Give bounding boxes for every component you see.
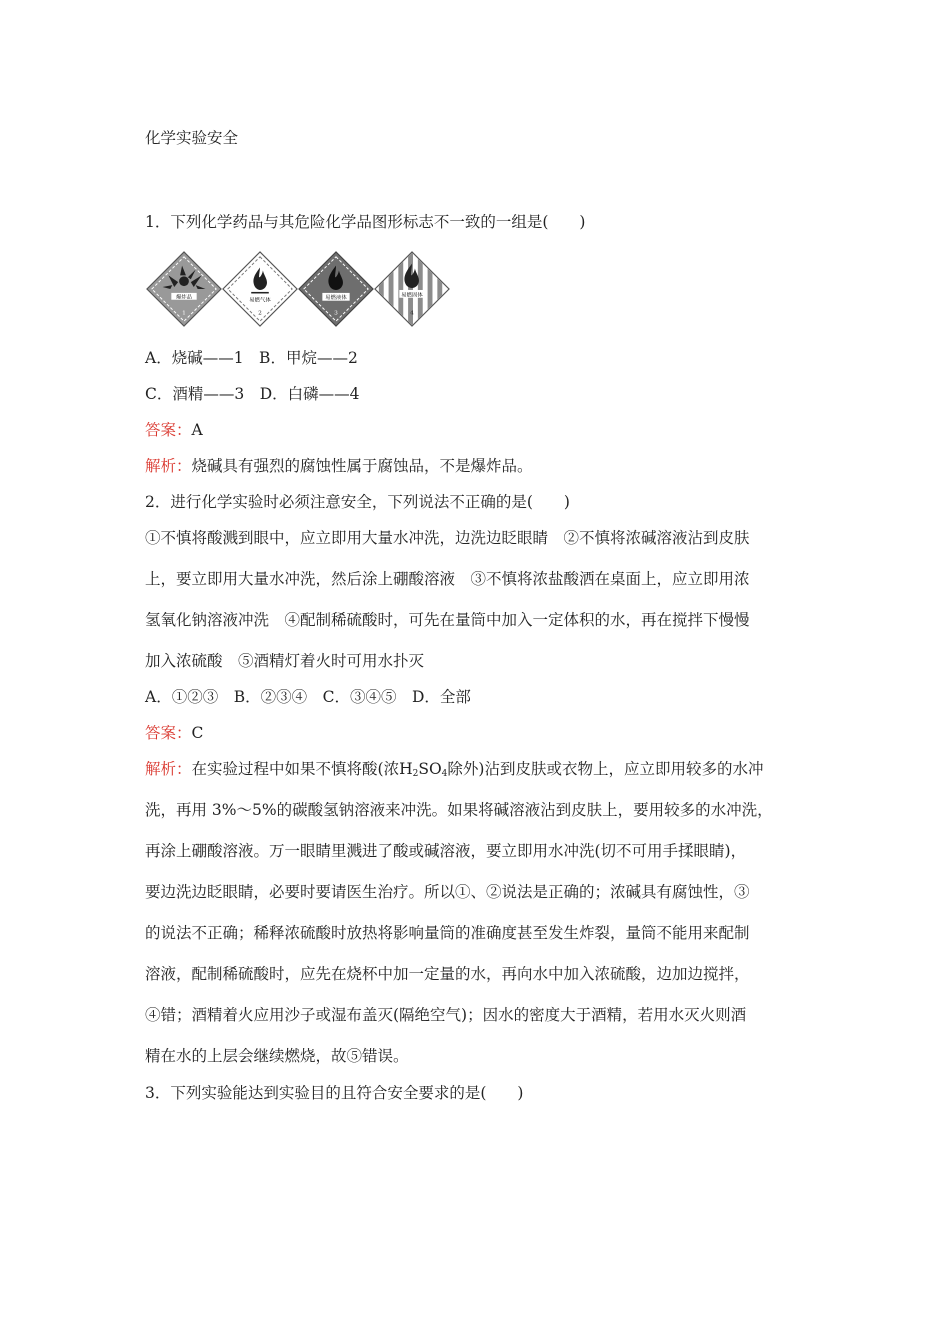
question-2-analysis-line: 要边洗边眨眼睛，必要时要请医生治疗。所以①、②说法是正确的；浓碱具有腐蚀性，③ [145, 883, 750, 901]
question-2-body-line: 上，要立即用大量水冲洗，然后涂上硼酸溶液 ③不慎将浓盐酸洒在桌面上，应立即用浓 [145, 570, 750, 588]
subscript: 2 [412, 769, 419, 779]
question-2-body-line: 加入浓硫酸 ⑤酒精灯着火时可用水扑灭 [145, 652, 425, 670]
sign-4-number: 4 [410, 310, 414, 317]
question-2-body-line: 氢氧化钠溶液冲洗 ④配制稀硫酸时，可先在量筒中加入一定体积的水，再在搅拌下慢慢 [145, 611, 750, 629]
sign-3-label: 易燃液体 [325, 295, 347, 302]
explosive-sign-icon [145, 250, 223, 328]
analysis-label: 解析： [145, 760, 192, 778]
analysis-text: 在实验过程中如果不慎将酸(浓H [191, 760, 413, 778]
analysis-text: 烧碱具有强烈的腐蚀性属于腐蚀品，不是爆炸品。 [191, 457, 533, 475]
question-1-stem: 1．下列化学药品与其危险化学品图形标志不一致的一组是( ) [145, 213, 586, 231]
sign-1-number: 1 [182, 310, 186, 317]
hazard-signs [145, 250, 435, 330]
question-1-options-ab: A．烧碱——1 B．甲烷——2 [145, 349, 358, 367]
question-2-analysis-line: 精在水的上层会继续燃烧，故⑤错误。 [145, 1047, 409, 1065]
sign-3-number: 3 [334, 310, 338, 317]
question-2-options: A．①②③ B．②③④ C．③④⑤ D．全部 [145, 688, 471, 706]
sign-1-label: 爆炸品 [175, 294, 193, 301]
question-2-answer [145, 723, 203, 743]
question-2-stem: 2．进行化学实验时必须注意安全，下列说法不正确的是( ) [145, 493, 570, 511]
question-2-body-line: ①不慎将酸溅到眼中，应立即用大量水冲洗，边洗边眨眼睛 ②不慎将浓碱溶液沾到皮肤 [145, 529, 750, 547]
question-1-analysis [145, 456, 533, 476]
question-2-analysis-line: 溶液，配制稀硫酸时，应先在烧杯中加一定量的水，再向水中加入浓硫酸，边加边搅拌， [145, 965, 750, 983]
question-2-analysis-line: 再涂上硼酸溶液。万一眼睛里溅进了酸或碱溶液，要立即用水冲洗(切不可用手揉眼睛)， [145, 842, 747, 860]
answer-label: 答案： [145, 421, 192, 439]
analysis-text: SO [418, 760, 442, 778]
sign-2-number: 2 [258, 310, 262, 317]
flammable-liquid-sign-icon [297, 250, 375, 328]
answer-value: A [191, 421, 203, 439]
sign-2-label: 易燃气体 [249, 297, 271, 304]
question-2-analysis-line: 的说法不正确；稀释浓硫酸时放热将影响量筒的准确度甚至发生炸裂，量筒不能用来配制 [145, 924, 750, 942]
question-1-answer [145, 420, 203, 440]
flammable-gas-sign-icon [221, 250, 299, 328]
subscript: 4 [441, 769, 448, 779]
page-title: 化学实验安全 [145, 129, 239, 147]
question-1-options-cd: C．酒精——3 D．白磷——4 [145, 385, 360, 403]
sign-4-label: 易燃固体 [401, 292, 423, 299]
analysis-label: 解析： [145, 457, 192, 475]
question-2-analysis-line: 洗，再用 3%～5%的碳酸氢钠溶液来冲洗。如果将碱溶液沾到皮肤上，要用较多的水冲洗， [145, 801, 773, 819]
question-2-analysis-first-line [145, 759, 763, 784]
question-3-stem: 3．下列实验能达到实验目的且符合安全要求的是( ) [145, 1084, 524, 1102]
analysis-text: 除外)沾到皮肤或衣物上，应立即用较多的水冲 [447, 760, 764, 778]
answer-value: C [191, 724, 204, 742]
question-2-analysis-line: ④错；酒精着火应用沙子或湿布盖灭(隔绝空气)；因水的密度大于酒精，若用水灭火则酒 [145, 1006, 747, 1024]
answer-label: 答案： [145, 724, 192, 742]
flammable-solid-sign-icon [373, 250, 451, 328]
